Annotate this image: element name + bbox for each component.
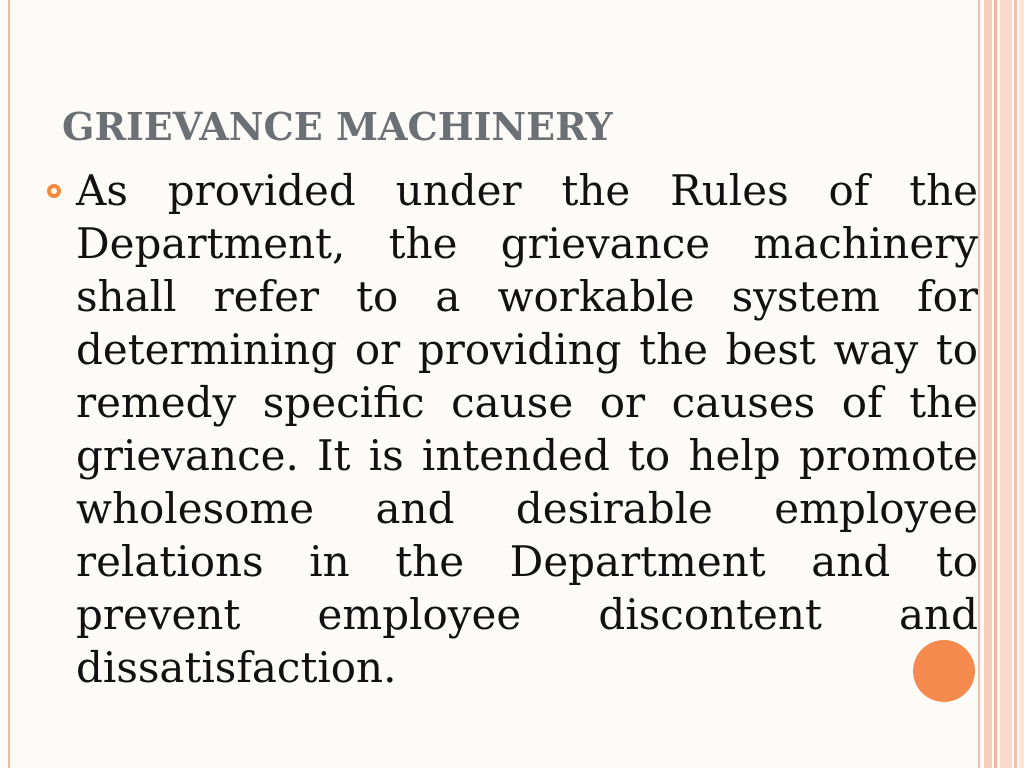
orange-circle-icon: [913, 640, 975, 702]
right-stripe: [1000, 0, 1012, 768]
right-stripe: [1019, 0, 1024, 768]
right-stripe: [978, 0, 980, 768]
ring-bullet-icon: [47, 184, 61, 198]
bullet-text: As provided under the Rules of the Department, the grievance machinery shall refer to a workable system for determining or providing the best way to remedy specific cause or causes of the grievance. It is intended to help promote wholesome and desirable employee relations in the Department and to prevent employee discontent and dissatisfaction.: [76, 166, 978, 692]
slide-title: GRIEVANCE MACHINERY: [62, 104, 613, 149]
left-border-line: [8, 0, 10, 768]
right-stripe: [994, 0, 997, 768]
right-stripe: [984, 0, 992, 768]
right-stripe: [1014, 0, 1017, 768]
